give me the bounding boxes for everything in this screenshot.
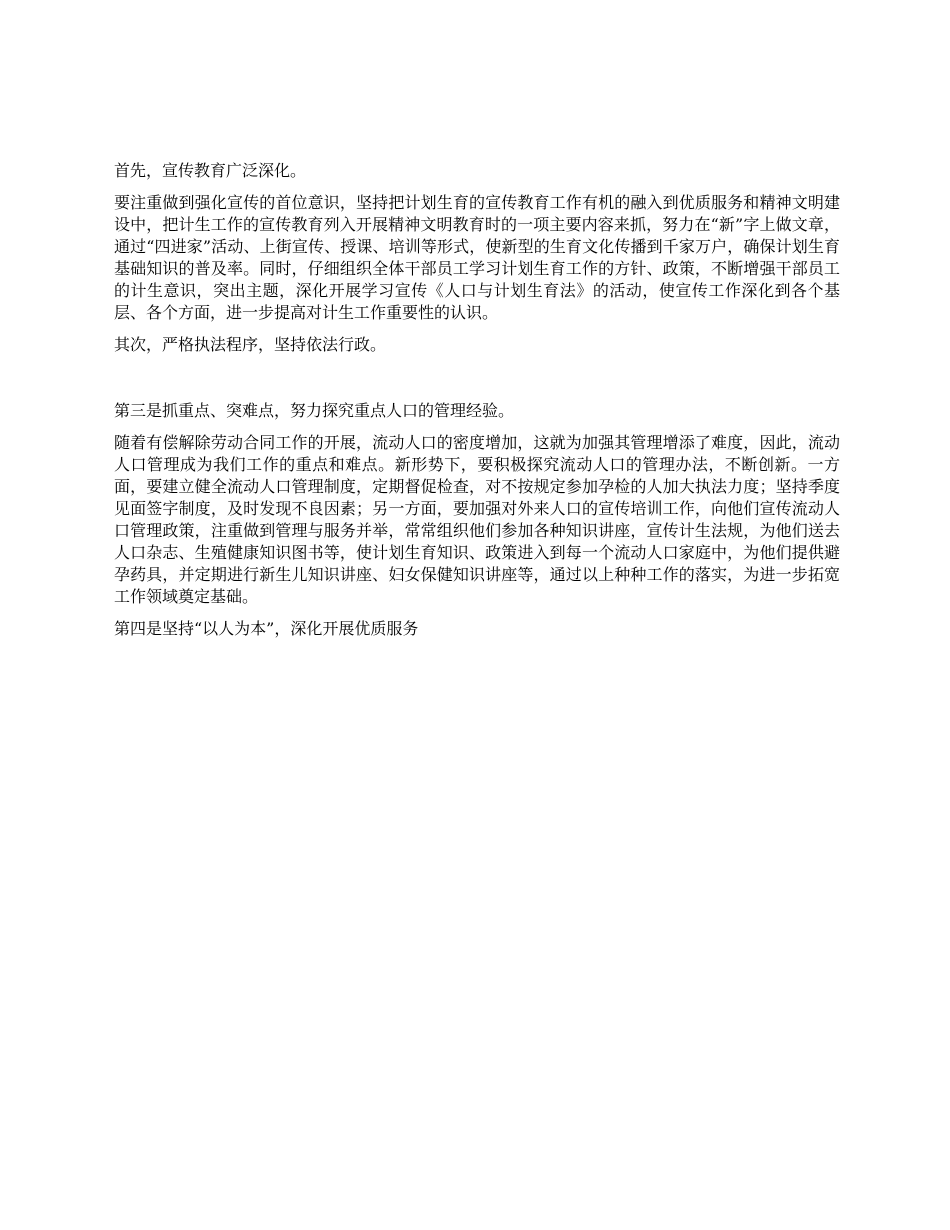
paragraph-publicity-education: 要注重做到强化宣传的首位意识，坚持把计划生育的宣传教育工作有机的融入到优质服务和精神文明建设中，把计生工作的宣传教育列入开展精神文明教育时的一项主要内容来抓，努力在“新”字上做文章，通过“四进家”活动、上街宣传、授课、培训等形式，使新型的生育文化传播到千家万户，确保计划生育基础知识的普及率。同时，仔细组织全体干部员工学习计划生育工作的方针、政策，不断增强干部员工的计生意识，突出主题，深化开展学习宣传《人口与计划生育法》的活动，使宣传工作深化到各个基层、各个方面，进一步提高对计生工作重要性的认识。 <box>114 193 840 322</box>
section-heading-first: 首先，宣传教育广泛深化。 <box>114 161 307 180</box>
section-heading-third: 第三是抓重点、突难点，努力探究重点人口的管理经验。 <box>114 401 515 420</box>
blank-spacer <box>114 366 840 400</box>
document-body <box>114 160 840 650</box>
paragraph-floating-population: 随着有偿解除劳动合同工作的开展，流动人口的密度增加，这就为加强其管理增添了难度，因此，流动人口管理成为我们工作的重点和难点。新形势下，要积极探究流动人口的管理办法，不断创新。一方面，要建立健全流动人口管理制度，定期督促检查，对不按规定参加孕检的人加大执法力度；坚持季度见面签字制度，及时发现不良因素；另一方面，要加强对外来人口的宣传培训工作，向他们宣传流动人口管理政策，注重做到管理与服务并举，常常组织他们参加各种知识讲座，宣传计生法规，为他们送去人口杂志、生殖健康知识图书等，使计划生育知识、政策进入到每一个流动人口家庭中，为他们提供避孕药具，并定期进行新生儿知识讲座、妇女保健知识讲座等，通过以上种种工作的落实，为进一步拓宽工作领域奠定基础。 <box>114 433 840 606</box>
section-heading-second: 其次，严格执法程序，坚持依法行政。 <box>114 335 387 354</box>
section-heading-fourth: 第四是坚持“以人为本”，深化开展优质服务 <box>114 619 419 638</box>
